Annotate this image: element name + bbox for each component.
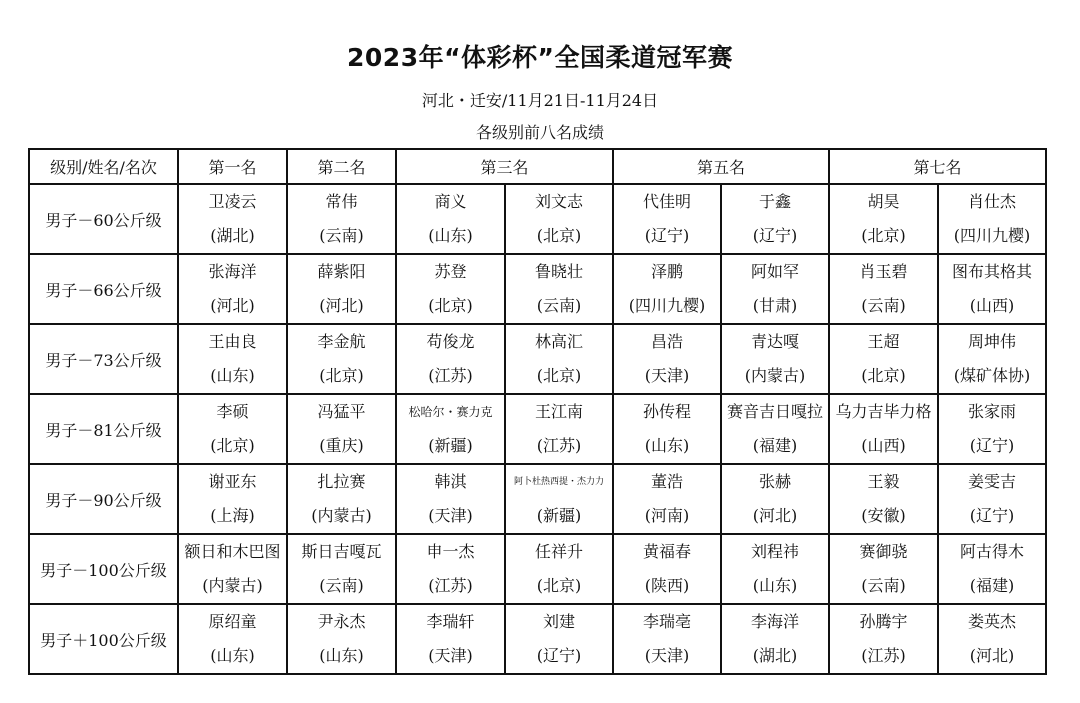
athlete-province: (安徽) [861, 506, 906, 525]
header-seventh: 第七名 [829, 149, 1046, 184]
athlete-name: 原绍童 [208, 612, 257, 631]
athlete-name: 冯猛平 [317, 402, 366, 421]
athlete-cell [613, 394, 721, 464]
page-title: 2023年“体彩杯”全国柔道冠军赛 [347, 43, 733, 72]
header-row [29, 149, 1046, 184]
weight-class-label: 男子－60公斤级 [29, 184, 178, 254]
athlete-province: (山西) [969, 296, 1015, 315]
athlete-name: 常伟 [325, 192, 358, 211]
athlete-name: 苟俊龙 [426, 332, 475, 351]
athlete-cell [938, 464, 1046, 534]
athlete-province: (四川九樱) [953, 226, 1031, 245]
athlete-name: 王由良 [208, 332, 257, 351]
athlete-name: 王超 [867, 332, 900, 351]
athlete-name: 昌浩 [651, 332, 684, 351]
table-caption: 各级别前八名成绩 [475, 123, 604, 142]
athlete-cell [938, 604, 1046, 674]
athlete-name: 谢亚东 [208, 472, 257, 491]
athlete-cell [396, 534, 505, 604]
athlete-province: (云南) [861, 576, 906, 595]
athlete-province: (山东) [644, 436, 690, 455]
athlete-name: 李金航 [317, 332, 366, 351]
athlete-province: (山西) [861, 436, 906, 455]
athlete-cell [178, 534, 287, 604]
athlete-province: (新疆) [428, 436, 473, 455]
athlete-name: 申一杰 [426, 542, 475, 561]
athlete-name: 胡昊 [867, 192, 900, 211]
athlete-province: (福建) [752, 436, 798, 455]
athlete-name: 商义 [434, 192, 467, 211]
athlete-province: (天津) [644, 366, 690, 385]
athlete-name: 阿古得木 [960, 542, 1025, 561]
athlete-name: 图布其格其 [952, 262, 1033, 281]
athlete-cell [721, 254, 829, 324]
athlete-province: (北京) [861, 226, 906, 245]
athlete-province: (辽宁) [969, 506, 1015, 525]
athlete-province: (山东) [210, 366, 255, 385]
athlete-name: 苏登 [434, 262, 467, 281]
athlete-name: 于鑫 [759, 192, 792, 211]
athlete-province: (天津) [428, 506, 473, 525]
athlete-province: (北京) [536, 226, 582, 245]
athlete-province: (江苏) [861, 646, 906, 665]
athlete-province: (河北) [969, 646, 1015, 665]
athlete-province: (北京) [536, 366, 582, 385]
athlete-province: (北京) [319, 366, 364, 385]
athlete-name: 王江南 [535, 402, 584, 421]
athlete-cell [287, 254, 396, 324]
athlete-cell [505, 604, 613, 674]
athlete-province: (北京) [428, 296, 473, 315]
athlete-cell [396, 324, 505, 394]
athlete-name: 娄英杰 [968, 612, 1017, 631]
athlete-cell [613, 464, 721, 534]
athlete-province: (辽宁) [752, 226, 798, 245]
athlete-cell [396, 464, 505, 534]
athlete-cell [829, 324, 938, 394]
athlete-name: 周坤伟 [968, 332, 1017, 351]
athlete-cell [721, 604, 829, 674]
table-row [29, 464, 1046, 534]
athlete-name: 赛御骁 [859, 542, 908, 561]
athlete-province: (山东) [752, 576, 798, 595]
athlete-cell [396, 394, 505, 464]
athlete-name: 刘文志 [535, 192, 584, 211]
athlete-cell [287, 184, 396, 254]
athlete-province: (河北) [752, 506, 798, 525]
athlete-cell [178, 184, 287, 254]
results-table [28, 148, 1047, 675]
header-first: 第一名 [178, 149, 287, 184]
athlete-province: (河北) [319, 296, 364, 315]
athlete-province: (山东) [319, 646, 364, 665]
athlete-cell [721, 534, 829, 604]
athlete-name: 李瑞亳 [643, 612, 692, 631]
header-category: 级别/姓名/名次 [29, 149, 178, 184]
athlete-province: (上海) [210, 506, 255, 525]
athlete-province: (辽宁) [536, 646, 582, 665]
table-row [29, 394, 1046, 464]
athlete-cell [287, 324, 396, 394]
athlete-cell [396, 184, 505, 254]
athlete-cell [829, 184, 938, 254]
athlete-name: 林高汇 [535, 332, 584, 351]
weight-class-label: 男子＋100公斤级 [29, 604, 178, 674]
athlete-cell [613, 534, 721, 604]
weight-class-label: 男子－66公斤级 [29, 254, 178, 324]
athlete-province: (新疆) [536, 506, 582, 525]
athlete-cell [721, 324, 829, 394]
athlete-province: (江苏) [428, 366, 473, 385]
table-row [29, 604, 1046, 674]
athlete-cell [178, 464, 287, 534]
athlete-cell [938, 184, 1046, 254]
athlete-province: (内蒙古) [311, 506, 372, 525]
athlete-name: 任祥升 [535, 542, 584, 561]
athlete-cell [829, 534, 938, 604]
athlete-cell [613, 184, 721, 254]
athlete-province: (北京) [536, 576, 582, 595]
athlete-cell [396, 254, 505, 324]
athlete-name: 肖玉碧 [859, 262, 908, 281]
athlete-cell [505, 324, 613, 394]
athlete-province: (辽宁) [969, 436, 1015, 455]
athlete-cell [613, 324, 721, 394]
athlete-province: (北京) [210, 436, 255, 455]
table-row [29, 184, 1046, 254]
athlete-cell [178, 254, 287, 324]
athlete-cell [505, 394, 613, 464]
athlete-province: (内蒙古) [744, 366, 806, 385]
athlete-cell [829, 604, 938, 674]
athlete-name: 刘程祎 [751, 542, 800, 561]
athlete-province: (湖北) [752, 646, 798, 665]
athlete-name: 阿卜杜热西提・杰力力 [514, 477, 605, 487]
athlete-province: (甘肃) [752, 296, 798, 315]
athlete-name: 孙腾宇 [859, 612, 908, 631]
athlete-cell [178, 604, 287, 674]
header-third: 第三名 [396, 149, 613, 184]
athlete-cell [721, 464, 829, 534]
athlete-province: (河南) [644, 506, 690, 525]
athlete-name: 斯日吉嘎瓦 [301, 542, 382, 561]
athlete-name: 张海洋 [208, 262, 257, 281]
table-row [29, 254, 1046, 324]
athlete-cell [938, 254, 1046, 324]
weight-class-label: 男子－90公斤级 [29, 464, 178, 534]
athlete-name: 尹永杰 [317, 612, 366, 631]
athlete-province: (江苏) [536, 436, 582, 455]
athlete-cell [178, 324, 287, 394]
athlete-province: (陕西) [644, 576, 690, 595]
athlete-province: (天津) [644, 646, 690, 665]
athlete-name: 黄福春 [643, 542, 692, 561]
athlete-cell [938, 534, 1046, 604]
athlete-name: 扎拉赛 [317, 472, 366, 491]
athlete-cell [829, 464, 938, 534]
athlete-name: 李海洋 [751, 612, 800, 631]
athlete-name: 松哈尔・赛力克 [408, 405, 493, 419]
athlete-cell [829, 394, 938, 464]
athlete-cell [396, 604, 505, 674]
athlete-cell [721, 394, 829, 464]
athlete-province: (云南) [319, 576, 364, 595]
athlete-name: 孙传程 [643, 402, 692, 421]
athlete-name: 卫凌云 [208, 192, 257, 211]
athlete-name: 姜雯吉 [968, 472, 1017, 491]
athlete-name: 张家雨 [968, 402, 1017, 421]
athlete-cell [287, 604, 396, 674]
athlete-cell [938, 324, 1046, 394]
athlete-cell [505, 254, 613, 324]
athlete-name: 韩淇 [434, 472, 467, 491]
athlete-province: (重庆) [319, 436, 364, 455]
athlete-province: (福建) [969, 576, 1015, 595]
athlete-name: 李硕 [216, 402, 249, 421]
athlete-cell [287, 394, 396, 464]
event-location-dates: 河北・迁安/11月21日-11月24日 [421, 91, 659, 110]
athlete-name: 李瑞轩 [426, 612, 475, 631]
athlete-name: 鲁晓壮 [535, 262, 584, 281]
athlete-province: (云南) [319, 226, 364, 245]
athlete-name: 刘建 [543, 612, 576, 631]
athlete-name: 肖仕杰 [968, 192, 1017, 211]
athlete-province: (河北) [210, 296, 255, 315]
athlete-province: (江苏) [428, 576, 473, 595]
athlete-province: (山东) [210, 646, 255, 665]
table-row [29, 534, 1046, 604]
athlete-cell [505, 184, 613, 254]
athlete-cell [938, 394, 1046, 464]
header-second: 第二名 [287, 149, 396, 184]
athlete-name: 乌力吉毕力格 [835, 402, 932, 421]
athlete-province: (天津) [428, 646, 473, 665]
athlete-province: (云南) [536, 296, 582, 315]
athlete-cell [287, 534, 396, 604]
athlete-name: 额日和木巴图 [184, 542, 281, 561]
athlete-province: (云南) [861, 296, 906, 315]
athlete-name: 代佳明 [643, 192, 692, 211]
header-fifth: 第五名 [613, 149, 829, 184]
athlete-province: (辽宁) [644, 226, 690, 245]
athlete-name: 张赫 [759, 472, 792, 491]
athlete-cell [505, 464, 613, 534]
athlete-province: (煤矿体协) [953, 366, 1031, 385]
results-body [29, 184, 1046, 674]
athlete-cell [505, 534, 613, 604]
weight-class-label: 男子－81公斤级 [29, 394, 178, 464]
athlete-province: (四川九樱) [628, 296, 706, 315]
weight-class-label: 男子－73公斤级 [29, 324, 178, 394]
athlete-province: (北京) [861, 366, 906, 385]
athlete-cell [287, 464, 396, 534]
athlete-province: (山东) [428, 226, 473, 245]
athlete-cell [721, 184, 829, 254]
athlete-cell [613, 604, 721, 674]
athlete-name: 泽鹏 [651, 262, 684, 281]
athlete-name: 董浩 [651, 472, 684, 491]
athlete-cell [613, 254, 721, 324]
athlete-name: 赛音吉日嘎拉 [727, 402, 824, 421]
athlete-name: 薛紫阳 [317, 262, 366, 281]
athlete-name: 阿如罕 [751, 262, 800, 281]
athlete-province: (湖北) [210, 226, 255, 245]
athlete-cell [178, 394, 287, 464]
table-row [29, 324, 1046, 394]
athlete-cell [829, 254, 938, 324]
athlete-name: 王毅 [867, 472, 900, 491]
athlete-province: (内蒙古) [202, 576, 263, 595]
athlete-name: 青达嘎 [751, 332, 800, 351]
weight-class-label: 男子－100公斤级 [29, 534, 178, 604]
